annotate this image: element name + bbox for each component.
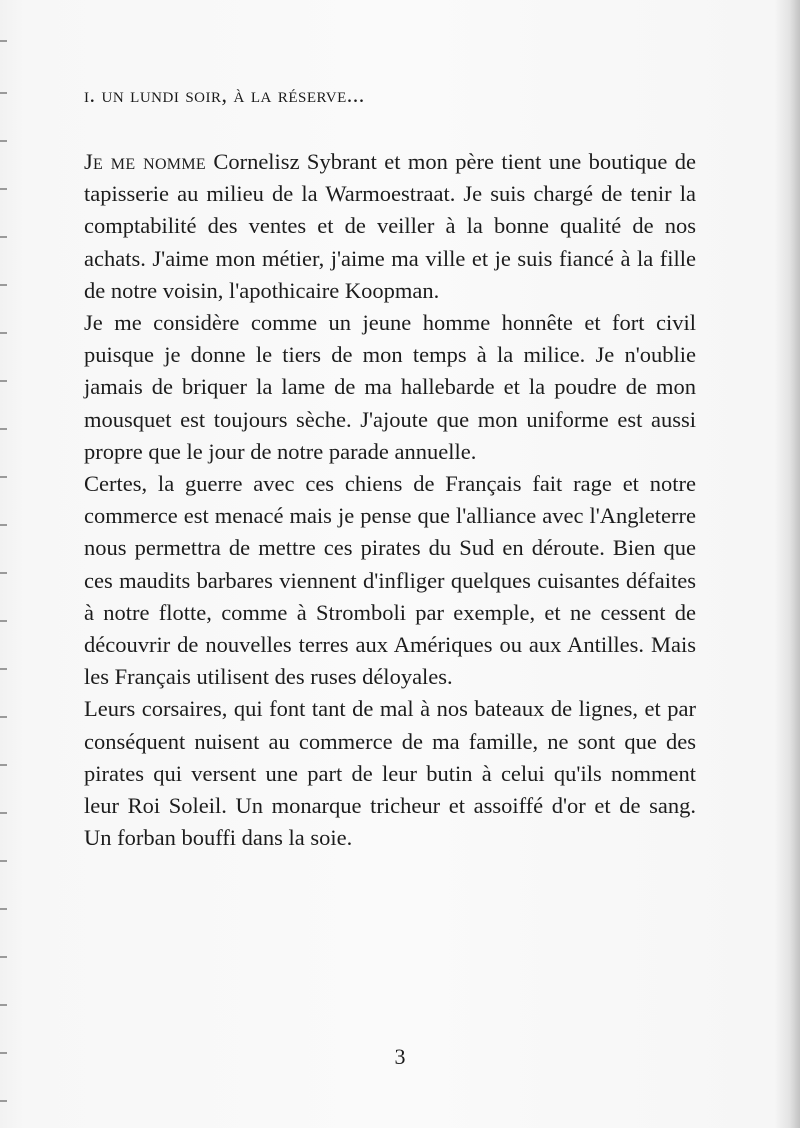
page-edge-marks bbox=[0, 0, 8, 1128]
page-binding-shadow bbox=[774, 0, 800, 1128]
chapter-title: i. un lundi soir, à la réserve... bbox=[84, 82, 365, 107]
paragraph-2: Je me considère comme un jeune homme honnête et fort civil puisque je donne le tiers de mon temps à la milice. Je n'oublie jamais de briquer la lame de ma hallebarde et la poudre de mon mousquet est toujours sèche. J'ajoute que mon uniforme est aussi propre que le jour de notre parade annuelle. bbox=[84, 310, 696, 464]
paragraph-3: Certes, la guerre avec ces chiens de Français fait rage et notre commerce est menacé mais je pense que l'alliance avec l'Angleterre nous permettra de mettre ces pirates du Sud en déroute. Bien que ces maudits barbares viennent d'infliger quelques cuisantes défaites à notre flotte, comme à Stromboli par exemple, et ne cessent de découvrir de nouvelles terres aux Amériques ou aux Antilles. Mais les Français utilisent des ruses déloyales. bbox=[84, 471, 696, 690]
paragraph-lead-in: Je me nomme bbox=[84, 149, 206, 174]
body-text bbox=[84, 146, 696, 854]
paragraph-1-text: Cornelisz Sybrant et mon père tient une boutique de tapisserie au milieu de la Warmoestraat. Je suis chargé de tenir la comptabilité des ventes et de veiller à la bonne qualité de nos achats. J'aime mon métier, j'aime ma ville et je suis fiancé à la fille de notre voisin, l'apothicaire Koopman. bbox=[84, 149, 696, 303]
page-number: 3 bbox=[394, 1044, 406, 1069]
paragraph-1 bbox=[84, 146, 696, 307]
paragraph-4: Leurs corsaires, qui font tant de mal à nos bateaux de lignes, et par conséquent nuisent au commerce de ma famille, ne sont que des pirates qui versent une part de leur butin à celui qu'ils nomment leur Roi Soleil. Un monarque tricheur et assoiffé d'or et de sang. Un forban bouffi dans la soie. bbox=[84, 696, 696, 851]
